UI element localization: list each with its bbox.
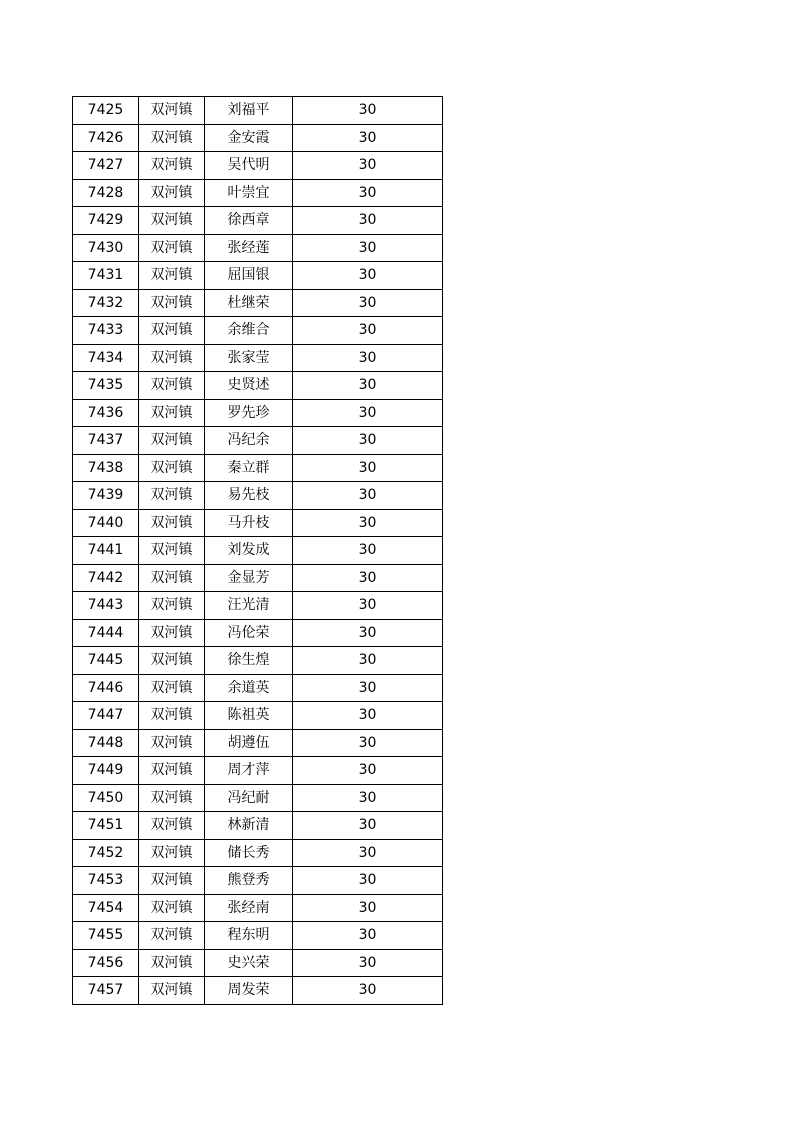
town-cell: 双河镇 — [139, 234, 205, 262]
amount-cell: 30 — [293, 289, 443, 317]
town-cell: 双河镇 — [139, 262, 205, 290]
table-row — [73, 344, 443, 372]
table-row — [73, 867, 443, 895]
town-cell: 双河镇 — [139, 509, 205, 537]
table-row — [73, 592, 443, 620]
town-cell: 双河镇 — [139, 537, 205, 565]
person-name-cell: 史兴荣 — [205, 949, 293, 977]
town-cell: 双河镇 — [139, 372, 205, 400]
town-cell: 双河镇 — [139, 784, 205, 812]
serial-number-cell: 7450 — [73, 784, 139, 812]
person-name-cell: 储长秀 — [205, 839, 293, 867]
person-name-cell: 熊登秀 — [205, 867, 293, 895]
person-name-cell: 张经莲 — [205, 234, 293, 262]
serial-number-cell: 7433 — [73, 317, 139, 345]
town-cell: 双河镇 — [139, 399, 205, 427]
amount-cell: 30 — [293, 729, 443, 757]
person-name-cell: 陈祖英 — [205, 702, 293, 730]
serial-number-cell: 7454 — [73, 894, 139, 922]
person-name-cell: 汪光清 — [205, 592, 293, 620]
town-cell: 双河镇 — [139, 812, 205, 840]
table-row — [73, 619, 443, 647]
serial-number-cell: 7455 — [73, 922, 139, 950]
amount-cell: 30 — [293, 344, 443, 372]
serial-number-cell: 7436 — [73, 399, 139, 427]
amount-cell: 30 — [293, 564, 443, 592]
table-row — [73, 207, 443, 235]
town-cell: 双河镇 — [139, 97, 205, 125]
serial-number-cell: 7456 — [73, 949, 139, 977]
amount-cell: 30 — [293, 234, 443, 262]
person-name-cell: 余道英 — [205, 674, 293, 702]
person-name-cell: 秦立群 — [205, 454, 293, 482]
person-name-cell: 杜继荣 — [205, 289, 293, 317]
person-name-cell: 史贤述 — [205, 372, 293, 400]
person-name-cell: 徐西章 — [205, 207, 293, 235]
serial-number-cell: 7426 — [73, 124, 139, 152]
amount-cell: 30 — [293, 949, 443, 977]
town-cell: 双河镇 — [139, 839, 205, 867]
town-cell: 双河镇 — [139, 179, 205, 207]
person-name-cell: 刘福平 — [205, 97, 293, 125]
table-row — [73, 427, 443, 455]
town-cell: 双河镇 — [139, 427, 205, 455]
amount-cell: 30 — [293, 179, 443, 207]
serial-number-cell: 7431 — [73, 262, 139, 290]
amount-cell: 30 — [293, 922, 443, 950]
serial-number-cell: 7427 — [73, 152, 139, 180]
serial-number-cell: 7443 — [73, 592, 139, 620]
amount-cell: 30 — [293, 207, 443, 235]
serial-number-cell: 7448 — [73, 729, 139, 757]
serial-number-cell: 7430 — [73, 234, 139, 262]
person-name-cell: 刘发成 — [205, 537, 293, 565]
town-cell: 双河镇 — [139, 344, 205, 372]
table-row — [73, 757, 443, 785]
amount-cell: 30 — [293, 592, 443, 620]
serial-number-cell: 7442 — [73, 564, 139, 592]
person-name-cell: 屈国银 — [205, 262, 293, 290]
town-cell: 双河镇 — [139, 977, 205, 1005]
person-name-cell: 林新清 — [205, 812, 293, 840]
person-name-cell: 冯纪余 — [205, 427, 293, 455]
serial-number-cell: 7447 — [73, 702, 139, 730]
town-cell: 双河镇 — [139, 757, 205, 785]
amount-cell: 30 — [293, 427, 443, 455]
serial-number-cell: 7434 — [73, 344, 139, 372]
table-row — [73, 564, 443, 592]
table-row — [73, 509, 443, 537]
town-cell: 双河镇 — [139, 674, 205, 702]
table-row — [73, 262, 443, 290]
serial-number-cell: 7449 — [73, 757, 139, 785]
amount-cell: 30 — [293, 399, 443, 427]
serial-number-cell: 7441 — [73, 537, 139, 565]
serial-number-cell: 7451 — [73, 812, 139, 840]
table-row — [73, 234, 443, 262]
serial-number-cell: 7438 — [73, 454, 139, 482]
amount-cell: 30 — [293, 482, 443, 510]
table-row — [73, 729, 443, 757]
amount-cell: 30 — [293, 757, 443, 785]
amount-cell: 30 — [293, 537, 443, 565]
person-name-cell: 叶崇宜 — [205, 179, 293, 207]
town-cell: 双河镇 — [139, 564, 205, 592]
amount-cell: 30 — [293, 454, 443, 482]
person-name-cell: 余维合 — [205, 317, 293, 345]
table-row — [73, 812, 443, 840]
amount-cell: 30 — [293, 867, 443, 895]
serial-number-cell: 7435 — [73, 372, 139, 400]
table-row — [73, 124, 443, 152]
table-row — [73, 454, 443, 482]
table-row — [73, 839, 443, 867]
table-row — [73, 674, 443, 702]
serial-number-cell: 7446 — [73, 674, 139, 702]
amount-cell: 30 — [293, 509, 443, 537]
town-cell: 双河镇 — [139, 317, 205, 345]
table-row — [73, 977, 443, 1005]
table-row — [73, 702, 443, 730]
serial-number-cell: 7428 — [73, 179, 139, 207]
table-row — [73, 647, 443, 675]
serial-number-cell: 7444 — [73, 619, 139, 647]
amount-cell: 30 — [293, 702, 443, 730]
table-row — [73, 289, 443, 317]
roster-table-body — [73, 97, 443, 1005]
amount-cell: 30 — [293, 812, 443, 840]
person-name-cell: 罗先珍 — [205, 399, 293, 427]
serial-number-cell: 7425 — [73, 97, 139, 125]
serial-number-cell: 7457 — [73, 977, 139, 1005]
town-cell: 双河镇 — [139, 289, 205, 317]
table-row — [73, 152, 443, 180]
town-cell: 双河镇 — [139, 454, 205, 482]
serial-number-cell: 7453 — [73, 867, 139, 895]
town-cell: 双河镇 — [139, 647, 205, 675]
town-cell: 双河镇 — [139, 729, 205, 757]
town-cell: 双河镇 — [139, 867, 205, 895]
amount-cell: 30 — [293, 152, 443, 180]
amount-cell: 30 — [293, 647, 443, 675]
town-cell: 双河镇 — [139, 207, 205, 235]
amount-cell: 30 — [293, 124, 443, 152]
serial-number-cell: 7437 — [73, 427, 139, 455]
table-row — [73, 372, 443, 400]
person-name-cell: 徐生煌 — [205, 647, 293, 675]
person-name-cell: 张经南 — [205, 894, 293, 922]
serial-number-cell: 7445 — [73, 647, 139, 675]
amount-cell: 30 — [293, 97, 443, 125]
town-cell: 双河镇 — [139, 949, 205, 977]
town-cell: 双河镇 — [139, 702, 205, 730]
table-row — [73, 179, 443, 207]
amount-cell: 30 — [293, 839, 443, 867]
town-cell: 双河镇 — [139, 482, 205, 510]
amount-cell: 30 — [293, 619, 443, 647]
table-row — [73, 949, 443, 977]
table-row — [73, 894, 443, 922]
amount-cell: 30 — [293, 372, 443, 400]
table-row — [73, 537, 443, 565]
table-row — [73, 317, 443, 345]
table-row — [73, 784, 443, 812]
serial-number-cell: 7432 — [73, 289, 139, 317]
person-name-cell: 程东明 — [205, 922, 293, 950]
town-cell: 双河镇 — [139, 619, 205, 647]
person-name-cell: 金安霞 — [205, 124, 293, 152]
person-name-cell: 胡遵伍 — [205, 729, 293, 757]
serial-number-cell: 7452 — [73, 839, 139, 867]
person-name-cell: 吴代明 — [205, 152, 293, 180]
amount-cell: 30 — [293, 784, 443, 812]
table-row — [73, 97, 443, 125]
person-name-cell: 马升枝 — [205, 509, 293, 537]
town-cell: 双河镇 — [139, 894, 205, 922]
serial-number-cell: 7440 — [73, 509, 139, 537]
town-cell: 双河镇 — [139, 152, 205, 180]
table-row — [73, 922, 443, 950]
table-row — [73, 482, 443, 510]
amount-cell: 30 — [293, 894, 443, 922]
person-name-cell: 冯伦荣 — [205, 619, 293, 647]
amount-cell: 30 — [293, 977, 443, 1005]
person-name-cell: 冯纪耐 — [205, 784, 293, 812]
amount-cell: 30 — [293, 317, 443, 345]
person-name-cell: 周才萍 — [205, 757, 293, 785]
person-name-cell: 周发荣 — [205, 977, 293, 1005]
person-name-cell: 易先枝 — [205, 482, 293, 510]
town-cell: 双河镇 — [139, 124, 205, 152]
serial-number-cell: 7429 — [73, 207, 139, 235]
person-name-cell: 金显芳 — [205, 564, 293, 592]
town-cell: 双河镇 — [139, 922, 205, 950]
roster-table — [72, 96, 443, 1005]
table-row — [73, 399, 443, 427]
serial-number-cell: 7439 — [73, 482, 139, 510]
town-cell: 双河镇 — [139, 592, 205, 620]
person-name-cell: 张家莹 — [205, 344, 293, 372]
amount-cell: 30 — [293, 674, 443, 702]
amount-cell: 30 — [293, 262, 443, 290]
